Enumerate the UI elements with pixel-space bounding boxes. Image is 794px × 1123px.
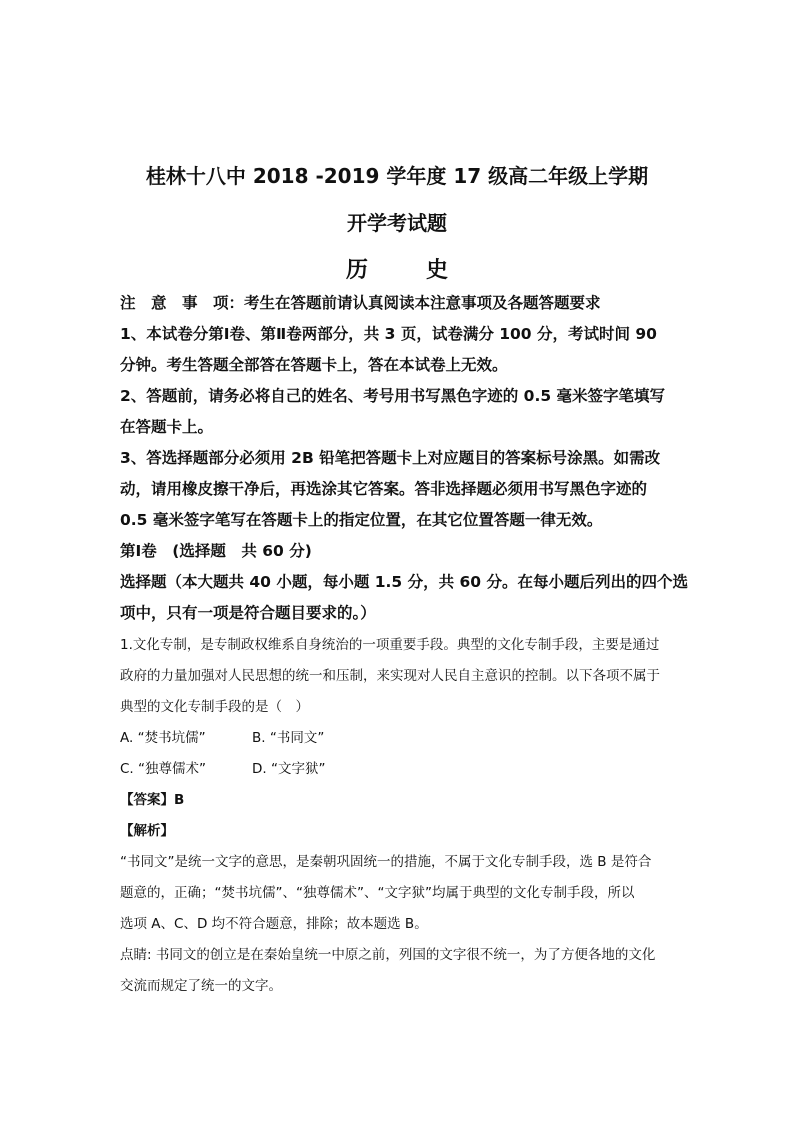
answer-label: 【答案】B xyxy=(120,792,185,808)
notice-section xyxy=(120,288,688,629)
option-a: A. “焚书坑儒” xyxy=(120,730,206,746)
question-text: 典型的文化专制手段的是（ ） xyxy=(120,699,309,715)
section-heading: 第Ⅰ卷 (选择题 共 60 分) xyxy=(120,542,312,560)
option-c: C. “独尊儒术” xyxy=(120,761,206,777)
section-instructions: 选择题（本大题共 40 小题，每小题 1.5 分，共 60 分。在每小题后列出的四个选 xyxy=(120,573,688,591)
exam-subtitle: 开学考试题 xyxy=(347,211,447,235)
notice-line: 分钟。考生答题全部答在答题卡上，答在本试卷上无效。 xyxy=(120,356,508,374)
analysis-text: 选项 A、C、D 均不符合题意，排除；故本题选 B。 xyxy=(120,916,428,932)
subject-heading: 历史 xyxy=(345,258,506,283)
notice-line: 0.5 毫米签字笔写在答题卡上的指定位置，在其它位置答题一律无效。 xyxy=(120,511,603,529)
options-row xyxy=(120,754,678,785)
analysis-note: 点睛: 书同文的创立是在秦始皇统一中原之前，列国的文字很不统一，为了方便各地的文化 xyxy=(120,947,656,963)
notice-line: 在答题卡上。 xyxy=(120,418,214,436)
option-b: B. “书同文” xyxy=(252,730,325,746)
analysis-text: 题意的，正确；“焚书坑儒”、“独尊儒术”、“文字狱”均属于典型的文化专制手段，所以 xyxy=(120,885,635,901)
question-text: 政府的力量加强对人民思想的统一和压制，来实现对人民自主意识的控制。以下各项不属于 xyxy=(120,668,660,684)
notice-line: 动，请用橡皮擦干净后，再选涂其它答案。答非选择题必须用书写黑色字迹的 xyxy=(120,480,648,498)
question-1 xyxy=(120,630,678,1002)
analysis-text: “书同文”是统一文字的意思，是秦朝巩固统一的措施，不属于文化专制手段，选 B 是符合 xyxy=(120,854,652,870)
section-instructions: 项中，只有一项是符合题目要求的。） xyxy=(120,604,376,622)
question-text: 1.文化专制，是专制政权维系自身统治的一项重要手段。典型的文化专制手段，主要是通过 xyxy=(120,637,660,653)
notice-line: 1、本试卷分第Ⅰ卷、第Ⅱ卷两部分，共 3 页，试卷满分 100 分，考试时间 90 xyxy=(120,325,657,343)
notice-line: 2、答题前，请务必将自己的姓名、考号用书写黑色字迹的 0.5 毫米签字笔填写 xyxy=(120,387,666,405)
notice-line: 3、答选择题部分必须用 2B 铅笔把答题卡上对应题目的答案标号涂黑。如需改 xyxy=(120,449,661,467)
options-row xyxy=(120,723,678,754)
analysis-label: 【解析】 xyxy=(120,823,174,839)
analysis-note: 交流而规定了统一的文字。 xyxy=(120,978,282,994)
notice-heading: 注 意 事 项：考生在答题前请认真阅读本注意事项及各题答题要求 xyxy=(120,294,601,312)
exam-title: 桂林十八中 2018 -2019 学年度 17 级高二年级上学期 xyxy=(145,164,649,188)
option-d: D. “文字狱” xyxy=(252,761,326,777)
